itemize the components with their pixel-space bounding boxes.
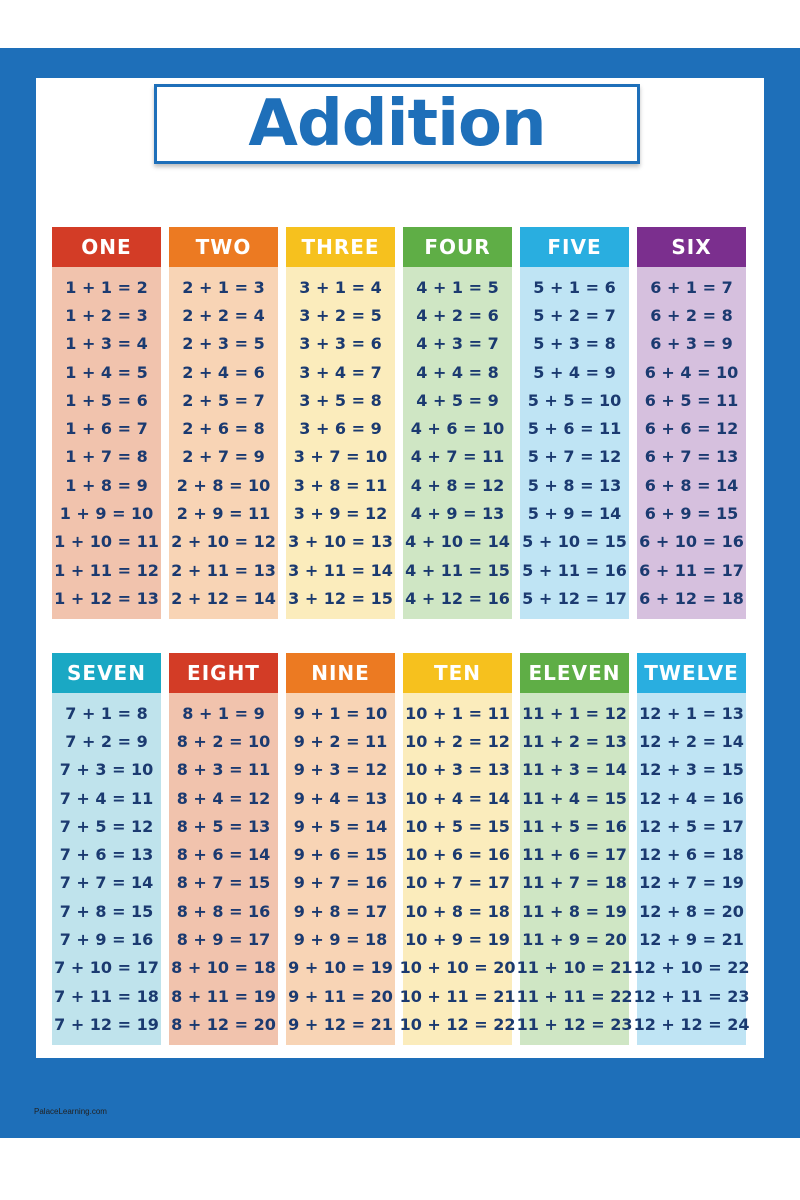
addition-fact: 9 + 8 = 17 [293,901,388,921]
addition-fact: 9 + 9 = 18 [293,930,388,950]
addition-fact: 6 + 8 = 14 [644,475,739,495]
addition-fact: 11 + 6 = 17 [522,845,627,865]
addition-fact: 4 + 12 = 16 [405,588,510,608]
column-body [516,693,633,1045]
addition-fact: 8 + 8 = 16 [176,901,271,921]
addition-fact: 5 + 4 = 9 [533,362,616,382]
addition-fact: 2 + 3 = 5 [182,334,265,354]
addition-fact: 5 + 2 = 7 [533,305,616,325]
addition-fact: 3 + 3 = 6 [299,334,382,354]
addition-fact: 5 + 6 = 11 [527,419,622,439]
addition-fact: 6 + 2 = 8 [650,305,733,325]
addition-fact: 8 + 5 = 13 [176,816,271,836]
addition-fact: 12 + 12 = 24 [633,1014,750,1034]
column-body [399,693,516,1045]
addition-fact: 9 + 5 = 14 [293,816,388,836]
addition-fact: 4 + 1 = 5 [416,277,499,297]
addition-fact: 12 + 6 = 18 [639,845,744,865]
addition-fact: 9 + 6 = 15 [293,845,388,865]
column-header: TEN [403,653,512,693]
addition-fact: 7 + 1 = 8 [65,703,148,723]
column-body [169,267,278,619]
footer-credit: PalaceLearning.com [34,1107,107,1116]
column-header: NINE [286,653,395,693]
addition-column-ten [399,653,516,1045]
addition-fact: 8 + 9 = 17 [176,930,271,950]
addition-fact: 9 + 3 = 12 [293,760,388,780]
addition-fact: 9 + 7 = 16 [293,873,388,893]
addition-fact: 3 + 7 = 10 [293,447,388,467]
addition-fact: 7 + 7 = 14 [59,873,154,893]
page-title: Addition [248,87,546,161]
addition-fact: 8 + 12 = 20 [171,1014,276,1034]
addition-grid-top [52,227,746,619]
addition-fact: 2 + 7 = 9 [182,447,265,467]
addition-fact: 12 + 4 = 16 [639,788,744,808]
addition-fact: 4 + 11 = 15 [405,560,510,580]
addition-fact: 12 + 3 = 15 [639,760,744,780]
addition-fact: 8 + 1 = 9 [182,703,265,723]
addition-fact: 3 + 10 = 13 [288,532,393,552]
column-body [52,267,161,619]
addition-fact: 10 + 12 = 22 [399,1014,516,1034]
addition-fact: 5 + 7 = 12 [527,447,622,467]
addition-fact: 3 + 8 = 11 [293,475,388,495]
column-body [633,693,750,1045]
addition-fact: 2 + 2 = 4 [182,305,265,325]
addition-fact: 7 + 5 = 12 [59,816,154,836]
addition-fact: 11 + 5 = 16 [522,816,627,836]
title-banner [154,84,640,164]
addition-fact: 2 + 4 = 6 [182,362,265,382]
addition-fact: 5 + 10 = 15 [522,532,627,552]
column-header: ELEVEN [520,653,629,693]
addition-fact: 8 + 2 = 10 [176,731,271,751]
addition-fact: 4 + 9 = 13 [410,504,505,524]
column-header: TWO [169,227,278,267]
addition-fact: 1 + 10 = 11 [54,532,159,552]
addition-fact: 6 + 3 = 9 [650,334,733,354]
addition-fact: 1 + 9 = 10 [59,504,154,524]
addition-fact: 1 + 7 = 8 [65,447,148,467]
addition-fact: 2 + 11 = 13 [171,560,276,580]
addition-column-five [520,227,629,619]
addition-fact: 6 + 10 = 16 [639,532,744,552]
addition-fact: 2 + 1 = 3 [182,277,265,297]
addition-fact: 1 + 2 = 3 [65,305,148,325]
addition-fact: 11 + 9 = 20 [522,930,627,950]
column-body [637,267,746,619]
addition-fact: 5 + 1 = 6 [533,277,616,297]
addition-fact: 6 + 4 = 10 [644,362,739,382]
addition-fact: 5 + 5 = 10 [527,390,622,410]
addition-fact: 9 + 10 = 19 [288,958,393,978]
addition-fact: 6 + 6 = 12 [644,419,739,439]
addition-column-three [286,227,395,619]
addition-fact: 8 + 7 = 15 [176,873,271,893]
addition-fact: 8 + 4 = 12 [176,788,271,808]
addition-fact: 2 + 9 = 11 [176,504,271,524]
addition-fact: 12 + 2 = 14 [639,731,744,751]
addition-fact: 4 + 8 = 12 [410,475,505,495]
addition-fact: 2 + 8 = 10 [176,475,271,495]
column-header: EIGHT [169,653,278,693]
addition-fact: 11 + 12 = 23 [516,1014,633,1034]
column-header: FOUR [403,227,512,267]
addition-fact: 6 + 9 = 15 [644,504,739,524]
addition-fact: 8 + 6 = 14 [176,845,271,865]
addition-fact: 6 + 12 = 18 [639,588,744,608]
addition-fact: 9 + 11 = 20 [288,986,393,1006]
addition-fact: 1 + 1 = 2 [65,277,148,297]
addition-fact: 8 + 10 = 18 [171,958,276,978]
addition-fact: 12 + 9 = 21 [639,930,744,950]
addition-fact: 12 + 5 = 17 [639,816,744,836]
column-header: SEVEN [52,653,161,693]
addition-fact: 3 + 11 = 14 [288,560,393,580]
addition-fact: 3 + 6 = 9 [299,419,382,439]
addition-fact: 6 + 11 = 17 [639,560,744,580]
addition-fact: 2 + 5 = 7 [182,390,265,410]
column-header: THREE [286,227,395,267]
addition-fact: 2 + 6 = 8 [182,419,265,439]
addition-fact: 4 + 4 = 8 [416,362,499,382]
addition-fact: 8 + 11 = 19 [171,986,276,1006]
addition-column-two [169,227,278,619]
addition-fact: 9 + 12 = 21 [288,1014,393,1034]
addition-fact: 5 + 3 = 8 [533,334,616,354]
addition-fact: 7 + 11 = 18 [54,986,159,1006]
addition-fact: 7 + 10 = 17 [54,958,159,978]
addition-fact: 9 + 2 = 11 [293,731,388,751]
addition-fact: 4 + 3 = 7 [416,334,499,354]
addition-fact: 6 + 5 = 11 [644,390,739,410]
addition-fact: 7 + 4 = 11 [59,788,154,808]
addition-fact: 4 + 2 = 6 [416,305,499,325]
addition-fact: 3 + 2 = 5 [299,305,382,325]
addition-fact: 4 + 7 = 11 [410,447,505,467]
addition-fact: 12 + 11 = 23 [633,986,750,1006]
addition-fact: 7 + 12 = 19 [54,1014,159,1034]
addition-fact: 10 + 10 = 20 [399,958,516,978]
addition-fact: 7 + 9 = 16 [59,930,154,950]
addition-fact: 10 + 5 = 15 [405,816,510,836]
addition-fact: 3 + 1 = 4 [299,277,382,297]
column-header: TWELVE [637,653,746,693]
column-body [169,693,278,1045]
addition-fact: 11 + 4 = 15 [522,788,627,808]
addition-column-nine [286,653,395,1045]
addition-fact: 11 + 2 = 13 [522,731,627,751]
addition-fact: 4 + 6 = 10 [410,419,505,439]
addition-fact: 11 + 10 = 21 [516,958,633,978]
addition-fact: 7 + 2 = 9 [65,731,148,751]
addition-column-one [52,227,161,619]
addition-fact: 11 + 3 = 14 [522,760,627,780]
column-header: ONE [52,227,161,267]
addition-fact: 1 + 3 = 4 [65,334,148,354]
addition-fact: 7 + 8 = 15 [59,901,154,921]
addition-fact: 11 + 7 = 18 [522,873,627,893]
addition-column-eleven [516,653,633,1045]
addition-fact: 10 + 11 = 21 [399,986,516,1006]
addition-fact: 6 + 7 = 13 [644,447,739,467]
addition-fact: 10 + 2 = 12 [405,731,510,751]
addition-fact: 10 + 6 = 16 [405,845,510,865]
addition-column-eight [169,653,278,1045]
addition-fact: 8 + 3 = 11 [176,760,271,780]
addition-column-six [637,227,746,619]
addition-fact: 1 + 4 = 5 [65,362,148,382]
addition-fact: 12 + 7 = 19 [639,873,744,893]
addition-fact: 5 + 9 = 14 [527,504,622,524]
addition-fact: 10 + 9 = 19 [405,930,510,950]
column-body [52,693,161,1045]
addition-column-four [403,227,512,619]
addition-fact: 3 + 4 = 7 [299,362,382,382]
addition-fact: 10 + 7 = 17 [405,873,510,893]
addition-fact: 12 + 10 = 22 [633,958,750,978]
addition-fact: 5 + 8 = 13 [527,475,622,495]
addition-fact: 10 + 3 = 13 [405,760,510,780]
addition-fact: 9 + 1 = 10 [293,703,388,723]
column-header: FIVE [520,227,629,267]
column-header: SIX [637,227,746,267]
column-body [286,267,395,619]
addition-fact: 2 + 12 = 14 [171,588,276,608]
addition-fact: 11 + 11 = 22 [516,986,633,1006]
addition-fact: 1 + 12 = 13 [54,588,159,608]
addition-fact: 7 + 3 = 10 [59,760,154,780]
addition-fact: 10 + 8 = 18 [405,901,510,921]
addition-fact: 4 + 10 = 14 [405,532,510,552]
addition-fact: 5 + 11 = 16 [522,560,627,580]
addition-fact: 1 + 11 = 12 [54,560,159,580]
addition-fact: 1 + 8 = 9 [65,475,148,495]
addition-fact: 2 + 10 = 12 [171,532,276,552]
addition-column-seven [52,653,161,1045]
column-body [520,267,629,619]
addition-fact: 1 + 6 = 7 [65,419,148,439]
addition-fact: 3 + 5 = 8 [299,390,382,410]
addition-fact: 11 + 1 = 12 [522,703,627,723]
addition-fact: 12 + 8 = 20 [639,901,744,921]
addition-grid-bottom [52,653,750,1045]
addition-fact: 7 + 6 = 13 [59,845,154,865]
addition-fact: 1 + 5 = 6 [65,390,148,410]
addition-fact: 6 + 1 = 7 [650,277,733,297]
addition-fact: 9 + 4 = 13 [293,788,388,808]
addition-fact: 4 + 5 = 9 [416,390,499,410]
addition-fact: 3 + 9 = 12 [293,504,388,524]
addition-fact: 3 + 12 = 15 [288,588,393,608]
addition-fact: 11 + 8 = 19 [522,901,627,921]
column-body [286,693,395,1045]
addition-fact: 5 + 12 = 17 [522,588,627,608]
addition-column-twelve [633,653,750,1045]
addition-fact: 10 + 4 = 14 [405,788,510,808]
column-body [403,267,512,619]
addition-fact: 12 + 1 = 13 [639,703,744,723]
addition-fact: 10 + 1 = 11 [405,703,510,723]
